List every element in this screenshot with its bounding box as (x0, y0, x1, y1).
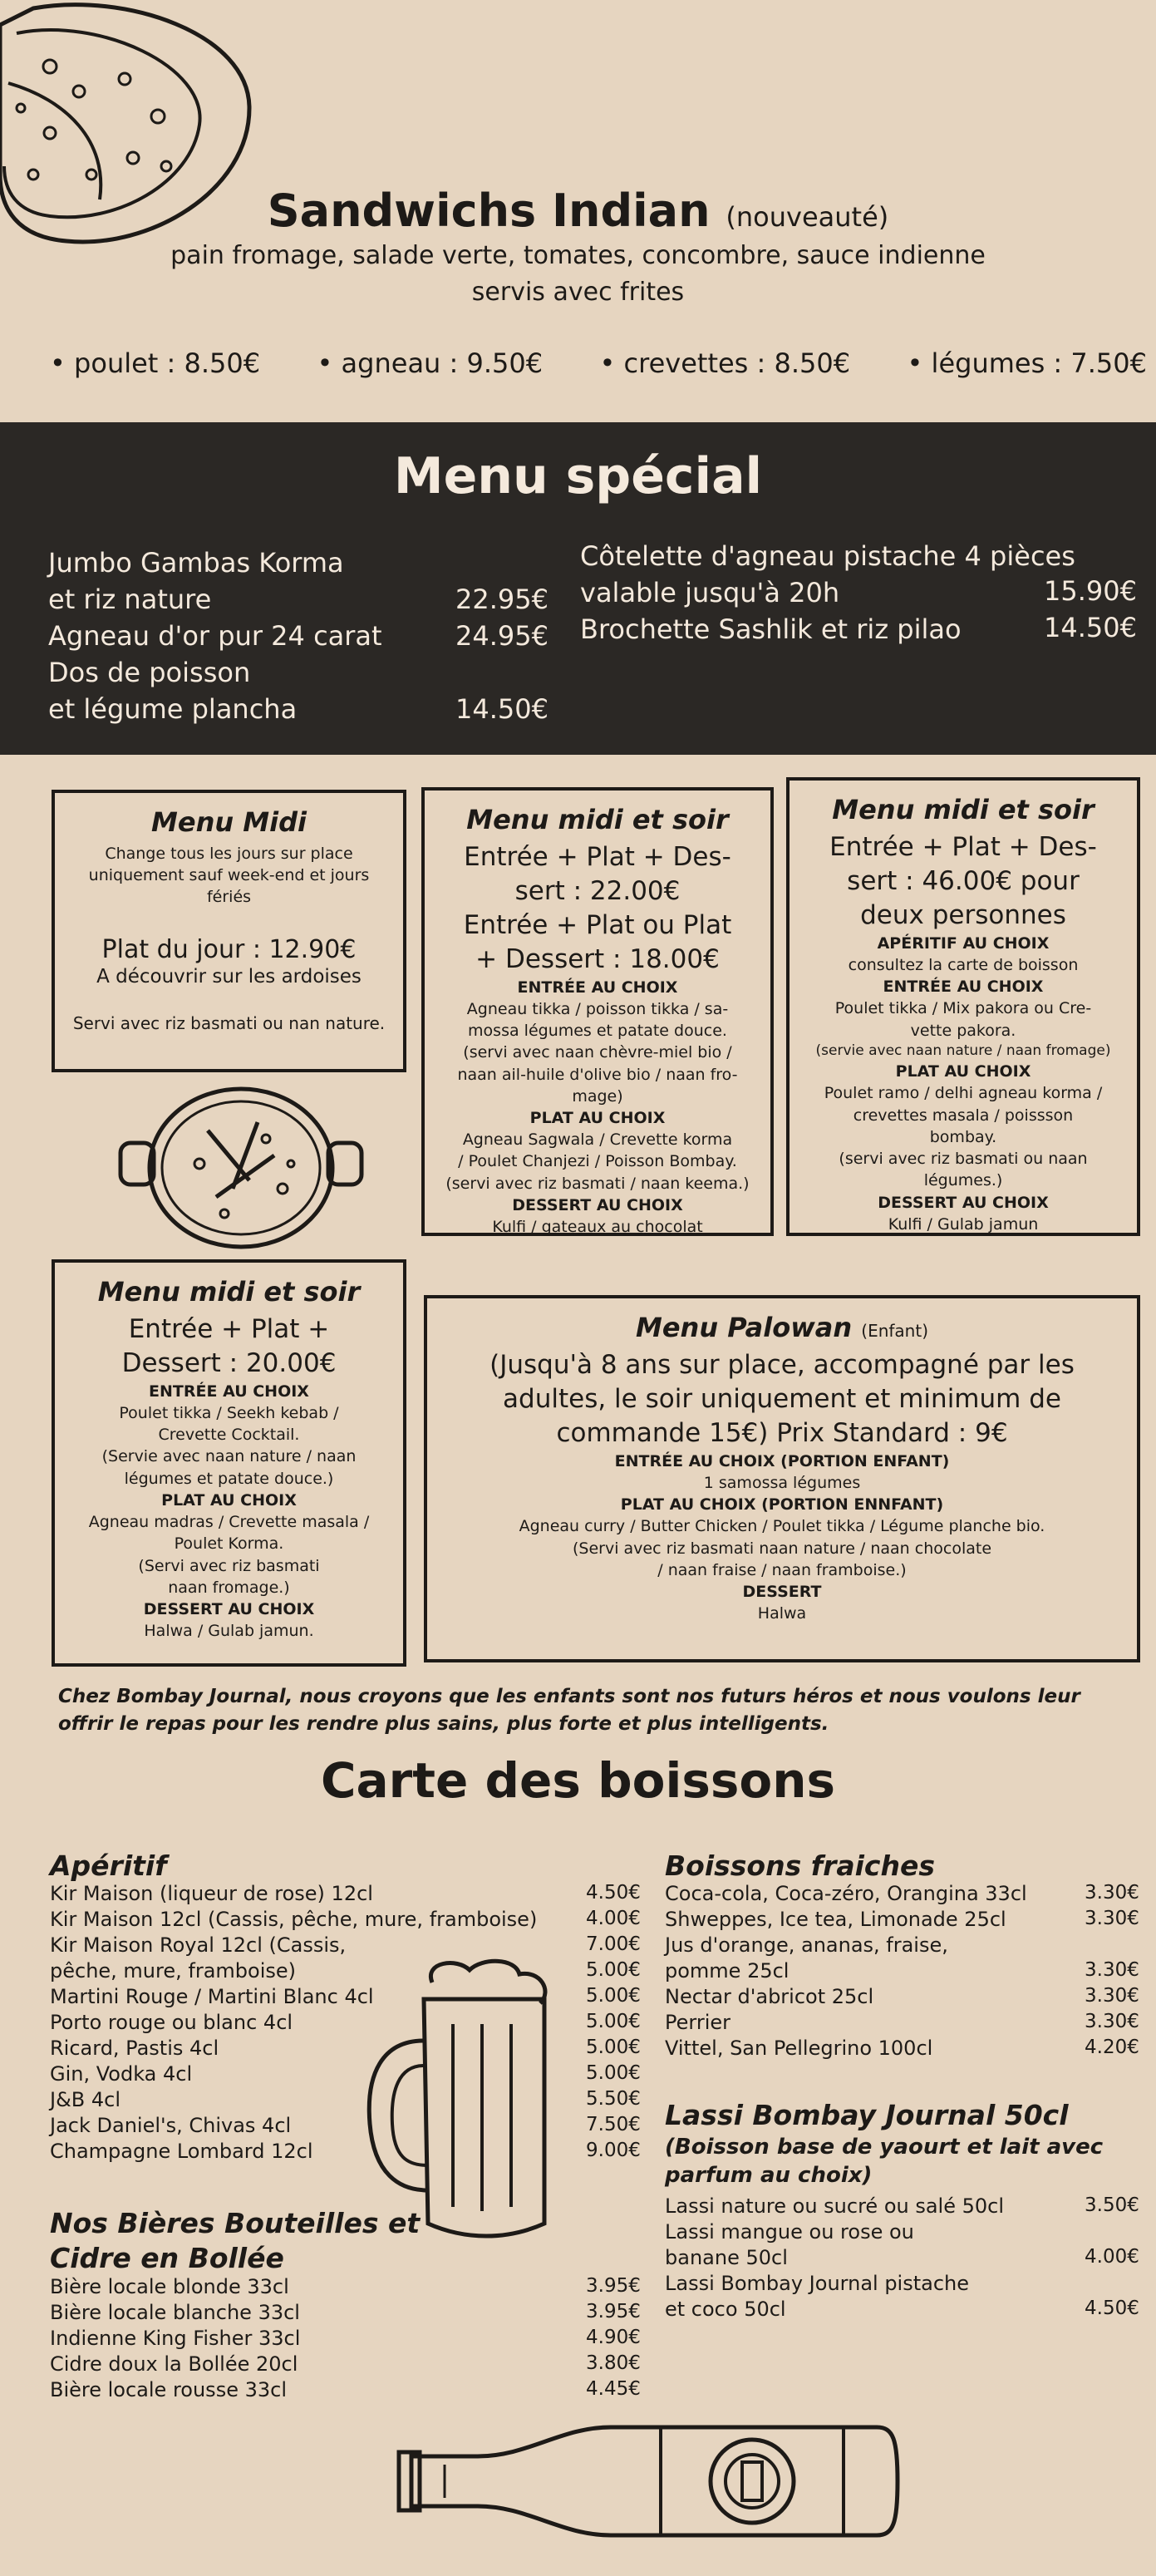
menu-46-text: consultez la carte de boisson (848, 955, 1079, 974)
menu-22-heading: PLAT AU CHOIX (529, 1108, 666, 1127)
special-item-price: 15.90€ (1044, 575, 1137, 607)
aperitif-item-price: 5.00€ (586, 2062, 641, 2084)
menu-46-line: sert : 46.00€ pour (847, 865, 1080, 896)
sandwich-desc-1: pain fromage, salade verte, tomates, concombre, sauce indienne (170, 241, 986, 270)
aperitif-item-price: 5.00€ (586, 1959, 641, 1981)
menu-palowan-text: Halwa (757, 1604, 807, 1623)
lassi-item-row (665, 2220, 1149, 2246)
lassi-subtitle: (Boisson base de yaourt et lait avec (665, 2135, 1104, 2160)
menu-46-heading: APÉRITIF AU CHOIX (877, 933, 1050, 953)
beer-item-name: Bière locale blonde 33cl (50, 2275, 289, 2298)
aperitif-item-price: 7.00€ (586, 1933, 641, 1955)
menu-20-title: Menu midi et soir (97, 1276, 361, 1308)
menu-46-title: Menu midi et soir (832, 794, 1095, 825)
menu-22-text: (servi avec naan chèvre-miel bio / (463, 1043, 732, 1062)
fresh-drink-item-name: Shweppes, Ice tea, Limonade 25cl (665, 1908, 1006, 1931)
menu-palowan-text: 1 samossa légumes (703, 1473, 861, 1492)
aperitif-item-row (50, 1933, 657, 1959)
aperitif-item-name: Martini Rouge / Martini Blanc 4cl (50, 1985, 374, 2008)
fresh-drink-item-name: Jus d'orange, ananas, fraise, (665, 1933, 948, 1957)
menu-20-text: Halwa / Gulab jamun. (144, 1622, 314, 1641)
menu-midi-sub: fériés (206, 888, 252, 907)
kids-note-line: offrir le repas pour les rendre plus sains, plus forte et plus intelligents. (58, 1713, 829, 1736)
aperitif-item-row (50, 1882, 657, 1908)
lassi-item-price: 4.50€ (1085, 2298, 1139, 2319)
special-item-name: Agneau d'or pur 24 carat (48, 620, 382, 652)
menu-22-text: Agneau Sagwala / Crevette korma (462, 1130, 733, 1150)
fresh-drink-item-price: 3.30€ (1085, 1985, 1139, 2007)
menu-palowan-line: commande 15€) Prix Standard : 9€ (556, 1417, 1008, 1448)
special-item-name: Brochette Sashlik et riz pilao (580, 613, 962, 645)
beer-item-name: Bière locale rousse 33cl (50, 2378, 287, 2401)
lassi-item-price: 4.00€ (1085, 2246, 1139, 2268)
beer-item-row (50, 2327, 657, 2352)
menu-midi-soir-20-box (52, 1259, 406, 1667)
menu-palowan-title (435, 1312, 1129, 1343)
fresh-drinks-title: Boissons fraiches (665, 1849, 936, 1882)
menu-palowan-box (424, 1295, 1140, 1662)
lassi-item-row (665, 2272, 1149, 2298)
beer-item-price: 4.90€ (586, 2327, 641, 2348)
sandwich-price-legumes: • légumes : 7.50€ (907, 347, 1147, 379)
menu-20-text: Crevette Cocktail. (158, 1426, 300, 1445)
lassi-item-name: et coco 50cl (665, 2298, 786, 2321)
special-item-name: et riz nature (48, 584, 212, 615)
sandwich-title-note: (nouveauté) (726, 201, 889, 233)
beer-item-price: 3.95€ (586, 2275, 641, 2297)
menu-46-text: Kulfi / Gulab jamun (888, 1214, 1039, 1234)
sandwich-title (0, 185, 1156, 237)
aperitif-item-name: Gin, Vodka 4cl (50, 2062, 193, 2086)
special-menu-title: Menu spécial (393, 447, 763, 505)
fresh-drink-item-price: 3.30€ (1085, 2011, 1139, 2032)
kids-note (58, 1683, 1130, 1739)
beer-item-row (50, 2301, 657, 2327)
menu-20-text: Agneau madras / Crevette masala / (88, 1513, 370, 1532)
menu-46-heading: ENTRÉE AU CHOIX (883, 978, 1044, 997)
menu-palowan-text: (Servi avec riz basmati naan nature / naan chocolate (572, 1539, 992, 1558)
menu-46-text: (servie avec naan nature / naan fromage) (815, 1042, 1111, 1059)
menu-midi-decouvrir: A découvrir sur les ardoises (96, 966, 362, 988)
lassi-item-price: 3.50€ (1085, 2194, 1139, 2216)
menu-46-heading: DESSERT AU CHOIX (878, 1193, 1049, 1212)
menu-46-text: Poulet tikka / Mix pakora ou Cre- (834, 999, 1092, 1018)
menu-palowan-text: / naan fraise / naan framboise.) (657, 1560, 907, 1579)
lassi-title: Lassi Bombay Journal 50cl (665, 2099, 1069, 2131)
sandwich-price-poulet: • poulet : 8.50€ (50, 347, 261, 379)
menu-22-text: mage) (572, 1086, 623, 1106)
menu-46-text: Poulet ramo / delhi agneau korma / (824, 1084, 1103, 1103)
aperitif-item-name: pêche, mure, framboise) (50, 1959, 297, 1982)
aperitif-item-price: 5.50€ (586, 2088, 641, 2110)
menu-22-line: Entrée + Plat + Des- (464, 842, 731, 872)
menu-46-text: vette pakora. (910, 1021, 1016, 1040)
menu-midi-plat: Plat du jour : 12.90€ (101, 934, 357, 964)
beer-title: Nos Bières Bouteilles et (50, 2207, 421, 2239)
lassi-subtitle: parfum au choix) (665, 2163, 873, 2188)
aperitif-item-price: 5.00€ (586, 2037, 641, 2058)
menu-22-heading: DESSERT AU CHOIX (512, 1195, 683, 1214)
menu-46-text: crevettes masala / poissson (853, 1106, 1074, 1125)
menu-22-text: naan ail-huile d'olive bio / naan fro- (457, 1065, 738, 1084)
menu-22-heading: ENTRÉE AU CHOIX (517, 978, 678, 997)
menu-20-text: naan fromage.) (168, 1578, 290, 1597)
menu-midi-servi: Servi avec riz basmati ou nan nature. (72, 1013, 386, 1034)
aperitif-item-price: 7.50€ (586, 2114, 641, 2135)
menu-22-text: (servi avec riz basmati / naan keema.) (445, 1174, 750, 1193)
beer-item-price: 4.45€ (586, 2378, 641, 2400)
fresh-drink-item-name: Coca-cola, Coca-zéro, Orangina 33cl (665, 1882, 1027, 1905)
beer-mug-illustration (366, 1958, 582, 2240)
lassi-item-row (665, 2194, 1149, 2220)
fresh-drink-item-row (665, 2037, 1149, 2062)
curry-pot-illustration (116, 1081, 366, 1255)
aperitif-item-name: J&B 4cl (50, 2088, 121, 2111)
special-item-name: et légume plancha (48, 693, 298, 725)
fresh-drink-item-row (665, 2011, 1149, 2037)
menu-20-line: Entrée + Plat + (128, 1314, 330, 1344)
aperitif-item-name: Porto rouge ou blanc 4cl (50, 2011, 293, 2034)
beer-item-row (50, 2275, 657, 2301)
aperitif-item-name: Jack Daniel's, Chivas 4cl (50, 2114, 292, 2137)
special-item-name: Côtelette d'agneau pistache 4 pièces (580, 540, 1075, 572)
menu-22-title: Menu midi et soir (466, 804, 729, 835)
menu-22-text: Kulfi / gateaux au chocolat (492, 1218, 703, 1237)
lassi-item-row (665, 2298, 1149, 2323)
lassi-item-name: Lassi nature ou sucré ou salé 50cl (665, 2194, 1005, 2218)
beer-item-name: Indienne King Fisher 33cl (50, 2327, 301, 2350)
aperitif-item-row (50, 1908, 657, 1933)
menu-46-line: deux personnes (860, 899, 1066, 930)
menu-46-text: (servi avec riz basmati ou naan (839, 1150, 1088, 1169)
menu-midi-box (52, 790, 406, 1072)
menu-20-text: Poulet tikka / Seekh kebab / (119, 1404, 339, 1423)
kids-note-line: Chez Bombay Journal, nous croyons que les enfants sont nos futurs héros et nous voulons leur (58, 1686, 1080, 1707)
fresh-drink-item-row (665, 1985, 1149, 2011)
lassi-item-name: banane 50cl (665, 2246, 788, 2269)
special-item-name: valable jusqu'à 20h (580, 577, 840, 608)
beer-item-price: 3.80€ (586, 2352, 641, 2374)
menu-palowan-line: adultes, le soir uniquement et minimum de (503, 1383, 1061, 1414)
beer-title: Cidre en Bollée (50, 2242, 284, 2274)
menu-palowan-heading: PLAT AU CHOIX (PORTION ENNFANT) (620, 1495, 944, 1515)
beer-item-name: Cidre doux la Bollée 20cl (50, 2352, 298, 2376)
aperitif-item-price: 9.00€ (586, 2140, 641, 2161)
aperitif-item-name: Champagne Lombard 12cl (50, 2140, 313, 2163)
fresh-drink-item-name: Vittel, San Pellegrino 100cl (665, 2037, 933, 2060)
menu-midi-title: Menu Midi (151, 806, 307, 838)
lassi-item-row (665, 2246, 1149, 2272)
menu-20-text: légumes et patate douce.) (124, 1469, 334, 1488)
lassi-item-name: Lassi mangue ou rose ou (665, 2220, 914, 2244)
aperitif-item-name: Kir Maison 12cl (Cassis, pêche, mure, framboise) (50, 1908, 538, 1931)
menu-palowan-title-text: Menu Palowan (635, 1312, 853, 1343)
fresh-drink-item-row (665, 1882, 1149, 1908)
menu-46-text: légumes.) (923, 1171, 1003, 1190)
menu-46-heading: PLAT AU CHOIX (895, 1062, 1031, 1081)
aperitif-item-price: 4.00€ (586, 1908, 641, 1929)
menu-20-text: (Servie avec naan nature / naan (101, 1447, 357, 1466)
beer-item-row (50, 2352, 657, 2378)
menu-22-text: / Poulet Chanjezi / Poisson Bombay. (458, 1152, 737, 1171)
aperitif-item-name: Kir Maison Royal 12cl (Cassis, (50, 1933, 347, 1957)
menu-palowan-heading: DESSERT (742, 1583, 822, 1602)
beer-item-price: 3.95€ (586, 2301, 641, 2322)
sandwich-price-crevettes: • crevettes : 8.50€ (599, 347, 851, 379)
menu-22-text: Agneau tikka / poisson tikka / sa- (466, 999, 729, 1018)
fresh-drink-item-price: 4.20€ (1085, 2037, 1139, 2058)
beer-bottle-illustration (395, 2411, 902, 2552)
menu-palowan-title-note: (Enfant) (861, 1321, 928, 1341)
menu-midi-sub: uniquement sauf week-end et jours (88, 866, 370, 885)
menu-20-heading: PLAT AU CHOIX (161, 1490, 297, 1510)
beer-item-name: Bière locale blanche 33cl (50, 2301, 300, 2324)
menu-midi-soir-22-box (421, 787, 774, 1236)
menu-palowan-heading: ENTRÉE AU CHOIX (PORTION ENFANT) (614, 1451, 950, 1470)
fresh-drink-item-price: 3.30€ (1085, 1959, 1139, 1981)
special-item-name: Jumbo Gambas Korma (48, 547, 344, 579)
drinks-title: Carte des boissons (320, 1752, 836, 1809)
menu-midi-sub: Change tous les jours sur place (105, 845, 353, 863)
menu-20-heading: ENTRÉE AU CHOIX (149, 1382, 309, 1401)
aperitif-item-name: Ricard, Pastis 4cl (50, 2037, 219, 2060)
fresh-drink-item-row (665, 1959, 1149, 1985)
aperitif-item-price: 4.50€ (586, 1882, 641, 1904)
sandwich-price-agneau: • agneau : 9.50€ (317, 347, 544, 379)
fresh-drink-item-row (665, 1908, 1149, 1933)
sandwich-prices (50, 347, 1147, 379)
lassi-item-name: Lassi Bombay Journal pistache (665, 2272, 970, 2295)
special-item-price: 24.95€ (455, 620, 548, 652)
fresh-drink-item-name: pomme 25cl (665, 1959, 790, 1982)
menu-20-heading: DESSERT AU CHOIX (143, 1600, 315, 1618)
aperitif-item-name: Kir Maison (liqueur de rose) 12cl (50, 1882, 373, 1905)
menu-palowan-line: (Jusqu'à 8 ans sur place, accompagné par les (489, 1350, 1075, 1380)
menu-46-text: bombay. (929, 1127, 997, 1146)
aperitif-item-price: 5.00€ (586, 2011, 641, 2032)
beer-item-row (50, 2378, 657, 2404)
fresh-drink-item-price: 3.30€ (1085, 1908, 1139, 1929)
special-item-price: 14.50€ (1044, 612, 1137, 643)
fresh-drink-item-row (665, 1933, 1149, 1959)
special-item-price: 14.50€ (455, 693, 548, 725)
menu-22-line: sert : 22.00€ (514, 875, 681, 906)
menu-20-line: Dessert : 20.00€ (121, 1347, 337, 1378)
menu-46-line: Entrée + Plat + Des- (829, 832, 1097, 862)
special-menu-band (0, 422, 1156, 755)
aperitif-item-price: 5.00€ (586, 1985, 641, 2007)
sandwich-title-text: Sandwichs Indian (267, 185, 711, 237)
special-item-name: Dos de poisson (48, 657, 251, 688)
menu-midi-soir-46-box (786, 777, 1140, 1236)
sandwich-desc-2: servis avec frites (471, 278, 685, 307)
menu-22-line: Entrée + Plat ou Plat (463, 909, 732, 940)
fresh-drink-item-name: Nectar d'abricot 25cl (665, 1985, 874, 2008)
special-item-price: 22.95€ (455, 584, 548, 615)
menu-22-line: + Dessert : 18.00€ (475, 943, 720, 974)
menu-20-text: Poulet Korma. (174, 1534, 284, 1554)
menu-20-text: (Servi avec riz basmati (138, 1556, 320, 1575)
fresh-drink-item-name: Perrier (665, 2011, 730, 2034)
menu-palowan-text: Agneau curry / Butter Chicken / Poulet tikka / Légume planche bio. (519, 1517, 1045, 1536)
menu-22-text: mossa légumes et patate douce. (468, 1022, 727, 1041)
aperitif-title: Apéritif (50, 1849, 167, 1882)
fresh-drink-item-price: 3.30€ (1085, 1882, 1139, 1904)
